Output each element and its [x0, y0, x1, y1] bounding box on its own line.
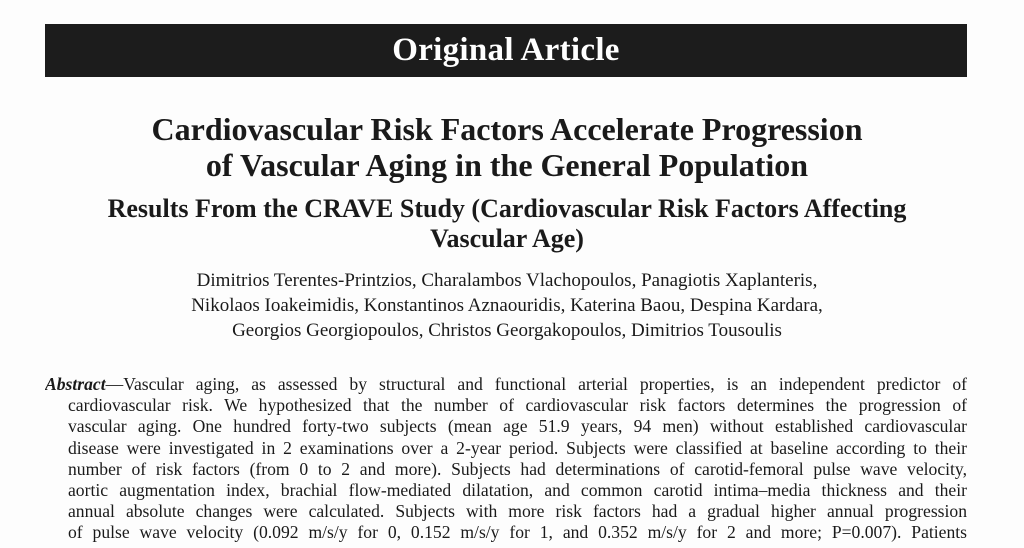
title-line: Cardiovascular Risk Factors Accelerate Progression — [151, 111, 863, 147]
article-type-label: Original Article — [392, 32, 620, 68]
abstract-line: disease were investigated in 2 examinations over a 2-year period. Subjects were classified at baseline according to their — [68, 437, 967, 458]
author-list — [0, 268, 1014, 343]
abstract-line — [45, 374, 967, 395]
subtitle-line: Vascular Age) — [430, 224, 584, 253]
abstract-line-text: —Vascular aging, as assessed by structural and functional arterial properties, is an independent predictor of — [105, 374, 967, 394]
article-title — [0, 111, 1014, 183]
abstract — [45, 374, 967, 544]
subtitle-line: Results From the CRAVE Study (Cardiovascular Risk Factors Affecting — [107, 194, 907, 223]
abstract-label: Abstract — [45, 374, 106, 394]
abstract-line: vascular aging. One hundred forty-two subjects (mean age 51.9 years, 94 men) without established cardiovascular — [68, 416, 967, 437]
title-line: of Vascular Aging in the General Population — [205, 147, 809, 183]
abstract-line: cardiovascular risk. We hypothesized that the number of cardiovascular risk factors determines the progression of — [68, 395, 967, 416]
author-line: Nikolaos Ioakeimidis, Konstantinos Aznaouridis, Katerina Baou, Despina Kardara, — [191, 295, 823, 316]
article-type-banner — [45, 24, 967, 77]
author-line: Georgios Georgiopoulos, Christos Georgakopoulos, Dimitrios Tousoulis — [232, 320, 782, 341]
article-subtitle — [0, 194, 1014, 254]
abstract-line: aortic augmentation index, brachial flow-mediated dilatation, and common carotid intima–media thickness and their — [68, 479, 967, 500]
abstract-line: annual absolute changes were calculated. Subjects with more risk factors had a gradual higher annual progression — [68, 501, 967, 522]
author-line: Dimitrios Terentes-Printzios, Charalambos Vlachopoulos, Panagiotis Xaplanteris, — [196, 270, 818, 291]
abstract-line: number of risk factors (from 0 to 2 and more). Subjects had determinations of carotid-femoral pulse wave velocity, — [68, 458, 967, 479]
abstract-line: of pulse wave velocity (0.092 m/s/y for 0, 0.152 m/s/y for 1, and 0.352 m/s/y for 2 and more; P=0.007). Patients — [68, 522, 967, 543]
